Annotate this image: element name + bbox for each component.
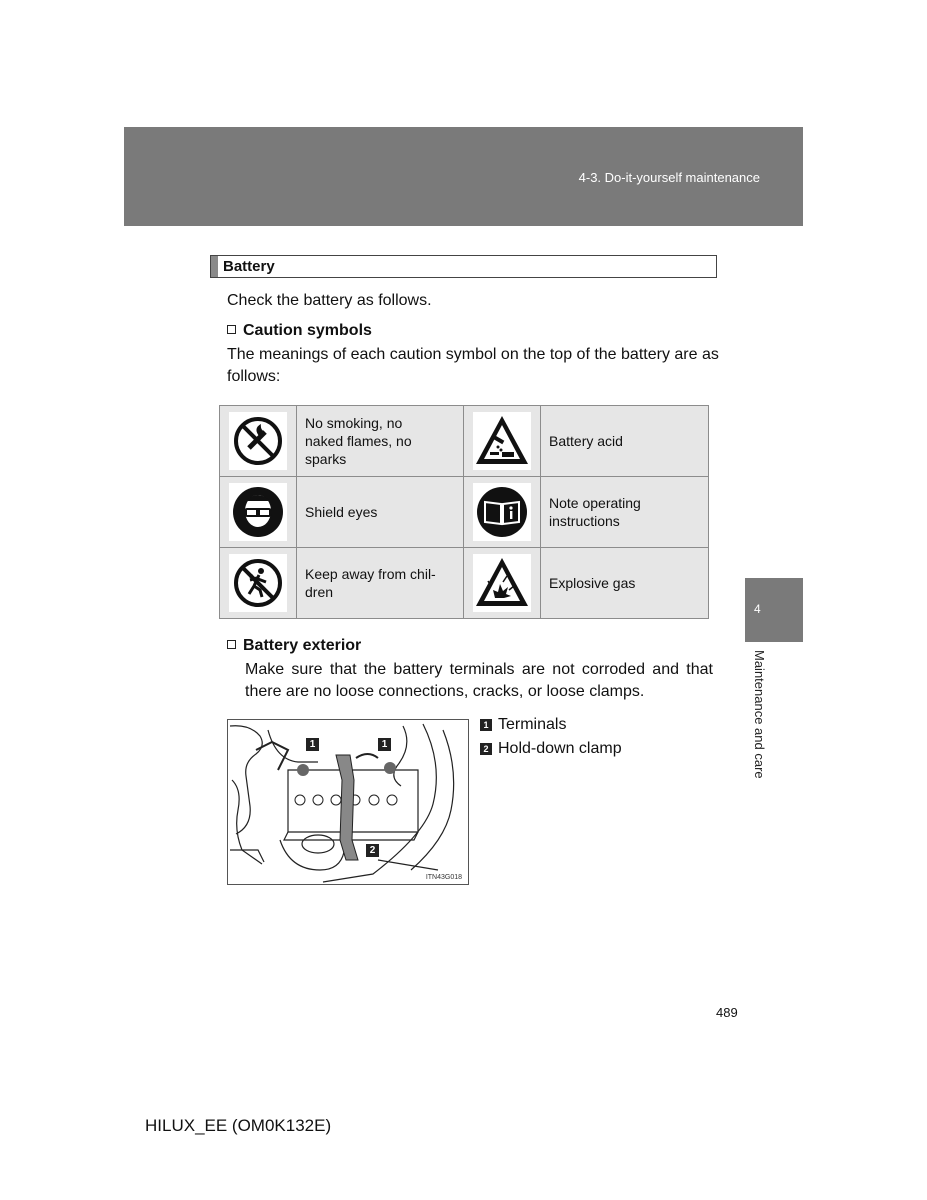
no-smoking-icon xyxy=(229,412,287,470)
chapter-tab-label: Maintenance and care xyxy=(752,650,767,779)
battery-acid-label: Battery acid xyxy=(549,433,623,449)
operating-instructions-label-line1: Note operating xyxy=(549,495,641,511)
exterior-heading xyxy=(227,635,361,657)
table-cell-text xyxy=(297,406,464,477)
caution-symbols-table xyxy=(219,405,709,619)
exterior-line1: Make sure that the battery terminals are not corroded and that xyxy=(245,661,713,678)
explosive-gas-icon xyxy=(473,554,531,612)
operating-instructions-label-line2: instructions xyxy=(549,513,620,529)
footer-model-code: HILUX_EE (OM0K132E) xyxy=(145,1116,332,1135)
table-cell-text xyxy=(297,548,464,619)
caution-heading xyxy=(227,320,372,342)
table-row xyxy=(220,548,709,619)
table-cell-icon xyxy=(220,477,297,548)
legend-number-badge: 1 xyxy=(480,719,492,731)
no-smoking-label-line3: sparks xyxy=(305,451,347,467)
exterior-heading-text: Battery exterior xyxy=(243,637,362,654)
page-number: 489 xyxy=(716,1005,738,1020)
keep-away-children-label-line2: dren xyxy=(305,584,334,600)
explosive-gas-label: Explosive gas xyxy=(549,575,636,591)
table-cell-icon xyxy=(464,477,541,548)
square-bullet-icon xyxy=(227,640,236,649)
caution-heading-text: Caution symbols xyxy=(243,322,372,339)
exterior-line2: there are no loose connections, cracks, or loose clamps. xyxy=(245,683,645,700)
no-smoking-label-line1: No smoking, no xyxy=(305,415,403,431)
shield-eyes-label: Shield eyes xyxy=(305,504,378,520)
callout-hold-down-clamp: 2 xyxy=(366,844,379,857)
callout-terminal-right: 1 xyxy=(378,738,391,751)
battery-drawing xyxy=(228,720,468,884)
keep-away-children-label-line1: Keep away from chil- xyxy=(305,566,436,582)
table-row xyxy=(220,477,709,548)
square-bullet-icon xyxy=(227,325,236,334)
legend-number-badge: 2 xyxy=(480,743,492,755)
no-smoking-label-line2: naked flames, no xyxy=(305,433,412,449)
operating-instructions-icon xyxy=(473,483,531,541)
legend-label: Terminals xyxy=(498,716,567,733)
legend-item-hold-down-clamp xyxy=(480,740,622,758)
legend-item-terminals xyxy=(480,716,566,734)
figure-code: ITN43G018 xyxy=(425,874,462,881)
table-cell-icon xyxy=(464,406,541,477)
section-heading-box xyxy=(210,255,717,278)
section-heading-bar xyxy=(211,256,218,277)
table-cell-icon xyxy=(220,406,297,477)
chapter-tab xyxy=(745,578,803,642)
table-cell-text xyxy=(541,548,709,619)
header-section-title: 4-3. Do-it-yourself maintenance xyxy=(578,170,760,185)
caution-description-line1: The meanings of each caution symbol on the top of the battery are as xyxy=(227,346,719,363)
intro-text: Check the battery as follows. xyxy=(227,292,432,309)
table-cell-text xyxy=(541,406,709,477)
callout-terminal-left: 1 xyxy=(306,738,319,751)
table-row xyxy=(220,406,709,477)
chapter-tab-number: 4 xyxy=(754,602,761,616)
legend-label: Hold-down clamp xyxy=(498,740,622,757)
keep-away-children-icon xyxy=(229,554,287,612)
table-cell-icon xyxy=(220,548,297,619)
battery-illustration xyxy=(227,719,469,885)
caution-description-line2: follows: xyxy=(227,368,281,385)
table-cell-text xyxy=(297,477,464,548)
shield-eyes-icon xyxy=(229,483,287,541)
table-cell-icon xyxy=(464,548,541,619)
table-cell-text xyxy=(541,477,709,548)
section-title: Battery xyxy=(223,258,275,275)
battery-acid-icon xyxy=(473,412,531,470)
header-band xyxy=(124,127,803,226)
